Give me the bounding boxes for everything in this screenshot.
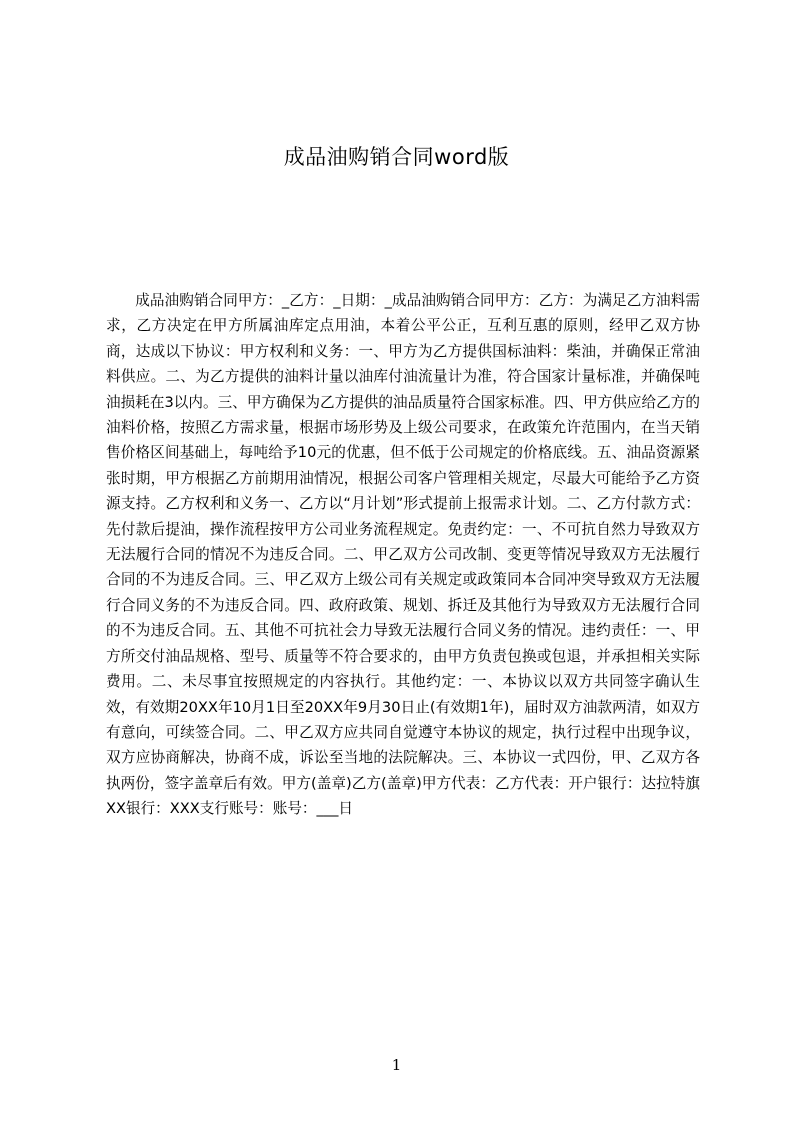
page-number: 1	[391, 1056, 402, 1074]
document-title: 成品油购销合同word版	[283, 145, 510, 169]
document-body-paragraph: 成品油购销合同甲方：_乙方：_日期：_成品油购销合同甲方：乙方：为满足乙方油料需求，乙方决定在甲方所属油库定点用油，本着公平公正，互利互惠的原则，经甲乙双方协商，达成以下协议：甲方权利和义务：一、甲方为乙方提供国标油料：柴油，并确保正常油料供应。二、为乙方提供的油料计量以油库付油流量计为准，符合国家计量标准，并确保吨油损耗在3以内。三、甲方确保为乙方提供的油品质量符合国家标准。四、甲方供应给乙方的油料价格，按照乙方需求量，根据市场形势及上级公司要求，在政策允许范围内，在当天销售价格区间基础上，每吨给予10元的优惠，但不低于公司规定的价格底线。五、油品资源紧张时期，甲方根据乙方前期用油情况，根据公司客户管理相关规定，尽最大可能给予乙方资源支持。乙方权利和义务一、乙方以“月计划”形式提前上报需求计划。二、乙方付款方式：先付款后提油，操作流程按甲方公司业务流程规定。免责约定：一、不可抗自然力导致双方无法履行合同的情况不为违反合同。二、甲乙双方公司改制、变更等情况导致双方无法履行合同的不为违反合同。三、甲乙双方上级公司有关规定或政策同本合同冲突导致双方无法履行合同义务的不为违反合同。四、政府政策、规划、拆迁及其他行为导致双方无法履行合同的不为违反合同。五、其他不可抗社会力导致无法履行合同义务的情况。违约责任：一、甲方所交付油品规格、型号、质量等不符合要求的，由甲方负责包换或包退，并承担相关实际费用。二、未尽事宜按照规定的内容执行。其他约定：一、本协议以双方共同签字确认生效，有效期20XX年10月1日至20XX年9月30日止(有效期1年)，届时双方油款两清，如双方有意向，可续签合同。二、甲乙双方应共同自觉遵守本协议的规定，执行过程中出现争议，双方应协商解决，协商不成，诉讼至当地的法院解决。三、本协议一式四份，甲、乙双方各执两份，签字盖章后有效。甲方(盖章)乙方(盖章)甲方代表：乙方代表：开户银行：达拉特旗XX银行：XXX支行账号：账号：___日	[106, 292, 700, 818]
